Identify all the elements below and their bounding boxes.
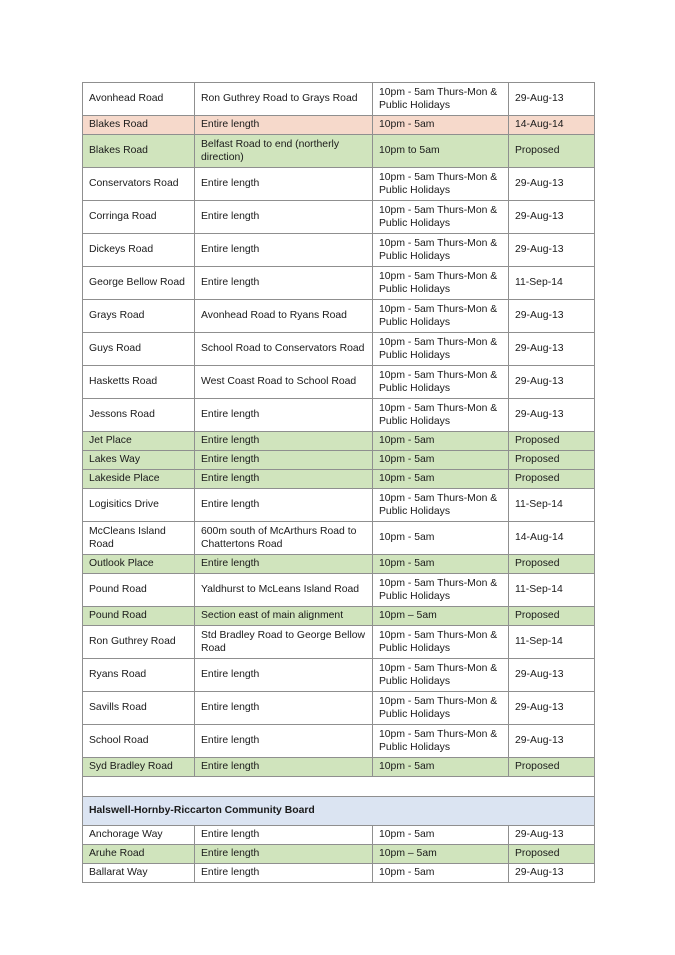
table-body-main <box>83 83 595 777</box>
date-cell: 11-Sep-14 <box>509 626 595 659</box>
hours-cell: 10pm - 5am Thurs-Mon & Public Holidays <box>373 83 509 116</box>
hours-cell: 10pm - 5am <box>373 451 509 470</box>
date-cell: 29-Aug-13 <box>509 399 595 432</box>
date-cell: 29-Aug-13 <box>509 725 595 758</box>
road-cell: McCleans Island Road <box>83 522 195 555</box>
date-cell: Proposed <box>509 135 595 168</box>
road-cell: Conservators Road <box>83 168 195 201</box>
table-row <box>83 432 595 451</box>
extent-cell: Entire length <box>195 451 373 470</box>
road-cell: Blakes Road <box>83 116 195 135</box>
table-row <box>83 116 595 135</box>
table-row <box>83 470 595 489</box>
extent-cell: Ron Guthrey Road to Grays Road <box>195 83 373 116</box>
extent-cell: Entire length <box>195 168 373 201</box>
table-row <box>83 201 595 234</box>
road-cell: Avonhead Road <box>83 83 195 116</box>
table-row <box>83 135 595 168</box>
date-cell: Proposed <box>509 451 595 470</box>
extent-cell: Entire length <box>195 470 373 489</box>
road-cell: Lakes Way <box>83 451 195 470</box>
hours-cell: 10pm - 5am Thurs-Mon & Public Holidays <box>373 692 509 725</box>
date-cell: Proposed <box>509 470 595 489</box>
road-cell: Ballarat Way <box>83 864 195 883</box>
date-cell: Proposed <box>509 607 595 626</box>
road-cell: Dickeys Road <box>83 234 195 267</box>
extent-cell: Entire length <box>195 489 373 522</box>
extent-cell: 600m south of McArthurs Road to Chattertons Road <box>195 522 373 555</box>
hours-cell: 10pm - 5am Thurs-Mon & Public Holidays <box>373 168 509 201</box>
hours-cell: 10pm - 5am Thurs-Mon & Public Holidays <box>373 300 509 333</box>
road-cell: Lakeside Place <box>83 470 195 489</box>
date-cell: 29-Aug-13 <box>509 692 595 725</box>
table-row <box>83 83 595 116</box>
extent-cell: Belfast Road to end (northerly direction) <box>195 135 373 168</box>
extent-cell: Entire length <box>195 432 373 451</box>
hours-cell: 10pm - 5am <box>373 758 509 777</box>
table-row <box>83 574 595 607</box>
hours-cell: 10pm - 5am Thurs-Mon & Public Holidays <box>373 234 509 267</box>
section-heading: Halswell-Hornby-Riccarton Community Board <box>83 797 595 826</box>
hours-cell: 10pm - 5am Thurs-Mon & Public Holidays <box>373 626 509 659</box>
table-row <box>83 607 595 626</box>
table-row <box>83 522 595 555</box>
road-cell: Syd Bradley Road <box>83 758 195 777</box>
date-cell: 29-Aug-13 <box>509 168 595 201</box>
table-row <box>83 758 595 777</box>
extent-cell: Entire length <box>195 234 373 267</box>
date-cell: 29-Aug-13 <box>509 366 595 399</box>
extent-cell: Entire length <box>195 725 373 758</box>
extent-cell: Entire length <box>195 845 373 864</box>
hours-cell: 10pm – 5am <box>373 607 509 626</box>
table-row <box>83 725 595 758</box>
date-cell: 14-Aug-14 <box>509 522 595 555</box>
table-row <box>83 267 595 300</box>
road-cell: Aruhe Road <box>83 845 195 864</box>
date-cell: Proposed <box>509 432 595 451</box>
extent-cell: Avonhead Road to Ryans Road <box>195 300 373 333</box>
extent-cell: Entire length <box>195 201 373 234</box>
extent-cell: Section east of main alignment <box>195 607 373 626</box>
hours-cell: 10pm - 5am Thurs-Mon & Public Holidays <box>373 659 509 692</box>
date-cell: 11-Sep-14 <box>509 574 595 607</box>
hours-cell: 10pm to 5am <box>373 135 509 168</box>
road-cell: Logisitics Drive <box>83 489 195 522</box>
road-cell: Hasketts Road <box>83 366 195 399</box>
table-row <box>83 451 595 470</box>
road-cell: Ron Guthrey Road <box>83 626 195 659</box>
extent-cell: Entire length <box>195 399 373 432</box>
road-cell: Pound Road <box>83 574 195 607</box>
date-cell: 29-Aug-13 <box>509 234 595 267</box>
hours-cell: 10pm – 5am <box>373 845 509 864</box>
hours-cell: 10pm - 5am Thurs-Mon & Public Holidays <box>373 489 509 522</box>
spacer-row <box>83 777 595 797</box>
hours-cell: 10pm - 5am <box>373 555 509 574</box>
road-cell: Grays Road <box>83 300 195 333</box>
extent-cell: Entire length <box>195 555 373 574</box>
table-row <box>83 826 595 845</box>
table-row <box>83 626 595 659</box>
extent-cell: Entire length <box>195 864 373 883</box>
road-cell: Jessons Road <box>83 399 195 432</box>
road-cell: Jet Place <box>83 432 195 451</box>
table-row <box>83 333 595 366</box>
table-row <box>83 366 595 399</box>
date-cell: 29-Aug-13 <box>509 333 595 366</box>
extent-cell: Entire length <box>195 267 373 300</box>
hours-cell: 10pm - 5am <box>373 864 509 883</box>
restrictions-table <box>82 82 595 883</box>
extent-cell: Entire length <box>195 116 373 135</box>
hours-cell: 10pm - 5am <box>373 470 509 489</box>
extent-cell: West Coast Road to School Road <box>195 366 373 399</box>
table-row <box>83 300 595 333</box>
hours-cell: 10pm - 5am Thurs-Mon & Public Holidays <box>373 366 509 399</box>
road-cell: Anchorage Way <box>83 826 195 845</box>
date-cell: 29-Aug-13 <box>509 83 595 116</box>
date-cell: Proposed <box>509 555 595 574</box>
table-row <box>83 555 595 574</box>
hours-cell: 10pm - 5am Thurs-Mon & Public Holidays <box>373 399 509 432</box>
extent-cell: Entire length <box>195 758 373 777</box>
road-cell: Ryans Road <box>83 659 195 692</box>
hours-cell: 10pm - 5am Thurs-Mon & Public Holidays <box>373 267 509 300</box>
section-heading-row <box>83 797 595 826</box>
table-row <box>83 168 595 201</box>
date-cell: 29-Aug-13 <box>509 201 595 234</box>
extent-cell: School Road to Conservators Road <box>195 333 373 366</box>
road-cell: Blakes Road <box>83 135 195 168</box>
extent-cell: Entire length <box>195 826 373 845</box>
hours-cell: 10pm - 5am Thurs-Mon & Public Holidays <box>373 725 509 758</box>
hours-cell: 10pm - 5am Thurs-Mon & Public Holidays <box>373 333 509 366</box>
hours-cell: 10pm - 5am <box>373 826 509 845</box>
hours-cell: 10pm - 5am <box>373 522 509 555</box>
extent-cell: Std Bradley Road to George Bellow Road <box>195 626 373 659</box>
road-cell: School Road <box>83 725 195 758</box>
table-body-halswell <box>83 826 595 883</box>
road-cell: Guys Road <box>83 333 195 366</box>
table-body-section <box>83 777 595 826</box>
hours-cell: 10pm - 5am Thurs-Mon & Public Holidays <box>373 201 509 234</box>
date-cell: 11-Sep-14 <box>509 267 595 300</box>
date-cell: Proposed <box>509 758 595 777</box>
extent-cell: Entire length <box>195 659 373 692</box>
road-cell: Pound Road <box>83 607 195 626</box>
date-cell: 29-Aug-13 <box>509 300 595 333</box>
date-cell: 29-Aug-13 <box>509 826 595 845</box>
extent-cell: Entire length <box>195 692 373 725</box>
table-row <box>83 399 595 432</box>
extent-cell: Yaldhurst to McLeans Island Road <box>195 574 373 607</box>
table-row <box>83 692 595 725</box>
table-row <box>83 659 595 692</box>
road-cell: Savills Road <box>83 692 195 725</box>
table-row <box>83 489 595 522</box>
date-cell: 14-Aug-14 <box>509 116 595 135</box>
road-cell: Corringa Road <box>83 201 195 234</box>
road-cell: Outlook Place <box>83 555 195 574</box>
table-row <box>83 845 595 864</box>
road-cell: George Bellow Road <box>83 267 195 300</box>
hours-cell: 10pm - 5am Thurs-Mon & Public Holidays <box>373 574 509 607</box>
date-cell: Proposed <box>509 845 595 864</box>
hours-cell: 10pm - 5am <box>373 432 509 451</box>
date-cell: 29-Aug-13 <box>509 659 595 692</box>
date-cell: 29-Aug-13 <box>509 864 595 883</box>
date-cell: 11-Sep-14 <box>509 489 595 522</box>
table-row <box>83 234 595 267</box>
hours-cell: 10pm - 5am <box>373 116 509 135</box>
table-row <box>83 864 595 883</box>
